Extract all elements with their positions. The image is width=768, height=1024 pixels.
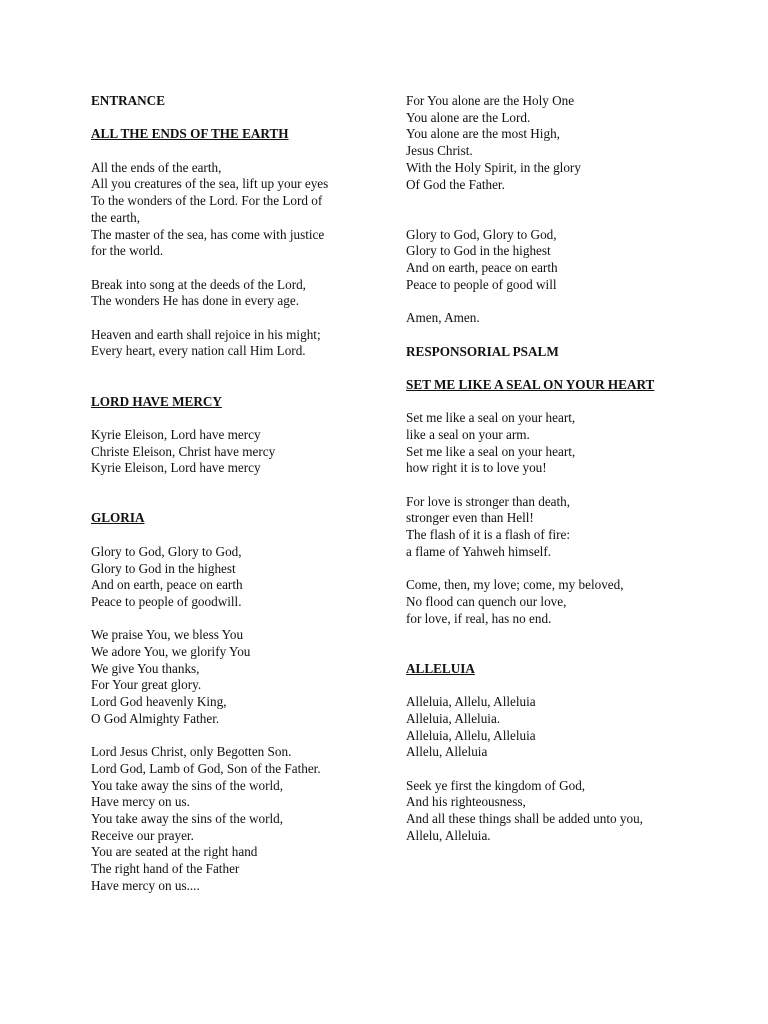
lyric-line: The flash of it is a flash of fire: <box>406 527 571 543</box>
lyric-line: And his righteousness, <box>406 794 526 810</box>
lyric-line: Heaven and earth shall rejoice in his might; <box>91 326 321 342</box>
psalm-verse-3 <box>406 577 706 627</box>
lyric-line: All you creatures of the sea, lift up your eyes <box>91 176 329 192</box>
lyric-line: Lord Jesus Christ, only Begotten Son. <box>91 744 292 760</box>
lyric-line: You take away the sins of the world, <box>91 777 284 793</box>
lyric-line: You alone are the most High, <box>406 126 560 142</box>
lyric-line: Have mercy on us. <box>91 794 190 810</box>
gloria-verse-1 <box>91 544 381 611</box>
lyric-line: Glory to God, Glory to God, <box>91 543 242 559</box>
gloria-verse-4 <box>406 93 706 193</box>
alleluia-verse-1 <box>406 694 706 761</box>
lyric-line: We adore You, we glorify You <box>91 644 251 660</box>
lyric-line: Jesus Christ. <box>406 143 473 159</box>
lyric-line: We praise You, we bless You <box>91 627 244 643</box>
lyric-line: Alleluia, Alleluia. <box>406 710 501 726</box>
lyric-line: You are seated at the right hand <box>91 844 258 860</box>
psalm-verse-2 <box>406 494 706 561</box>
lyric-line: The wonders He has done in every age. <box>91 293 299 309</box>
lyric-line: You alone are the Lord. <box>406 109 531 125</box>
lyric-line: The master of the sea, has come with justice <box>91 226 325 242</box>
lyric-line: like a seal on your arm. <box>406 426 530 442</box>
lyric-line: Break into song at the deeds of the Lord, <box>91 276 306 292</box>
lyric-line: Lord God heavenly King, <box>91 694 227 710</box>
right-column <box>406 93 706 844</box>
lyric-line: And on earth, peace on earth <box>406 260 558 276</box>
lyric-line: stronger even than Hell! <box>406 510 534 526</box>
amen-line: Amen, Amen. <box>406 310 480 326</box>
entrance-verse-2 <box>91 277 381 310</box>
lyric-line: The right hand of the Father <box>91 861 240 877</box>
lyric-line: Alleluia, Allelu, Alleluia <box>406 727 536 743</box>
lyric-line: Receive our prayer. <box>91 827 194 843</box>
song-title-set-me-like-a-seal: SET ME LIKE A SEAL ON YOUR HEART <box>406 376 655 392</box>
lyric-line: For love is stronger than death, <box>406 493 571 509</box>
lyric-line: Lord God, Lamb of God, Son of the Father. <box>91 760 321 776</box>
lyric-line: We give You thanks, <box>91 660 200 676</box>
section-heading-gloria: GLORIA <box>91 510 145 526</box>
gloria-verse-5 <box>406 227 706 294</box>
lyric-line: Glory to God in the highest <box>406 243 551 259</box>
lyric-line: Every heart, every nation call Him Lord. <box>91 343 306 359</box>
lyric-line: how right it is to love you! <box>406 460 547 476</box>
lyric-line: All the ends of the earth, <box>91 159 222 175</box>
lyric-line: Kyrie Eleison, Lord have mercy <box>91 426 261 442</box>
lyric-line: With the Holy Spirit, in the glory <box>406 159 581 175</box>
kyrie-verse <box>91 427 381 477</box>
lyric-line: Alleluia, Allelu, Alleluia <box>406 694 536 710</box>
lyric-line: Kyrie Eleison, Lord have mercy <box>91 460 261 476</box>
lyric-line: Have mercy on us.... <box>91 877 200 893</box>
lyric-line: the earth, <box>91 209 141 225</box>
lyric-line: Glory to God in the highest <box>91 560 236 576</box>
gloria-verse-3 <box>91 744 381 894</box>
psalm-verse-1 <box>406 410 706 477</box>
lyric-line: Glory to God, Glory to God, <box>406 226 557 242</box>
lyric-line: Come, then, my love; come, my beloved, <box>406 577 624 593</box>
lyric-line: You take away the sins of the world, <box>91 811 284 827</box>
lyric-line: And all these things shall be added unto you, <box>406 811 643 827</box>
lyric-line: Allelu, Alleluia <box>406 744 488 760</box>
lyric-line: And on earth, peace on earth <box>91 577 243 593</box>
alleluia-verse-2 <box>406 778 706 845</box>
lyric-line: Set me like a seal on your heart, <box>406 410 576 426</box>
lyric-line: for the world. <box>91 243 164 259</box>
lyric-line: To the wonders of the Lord. For the Lord of <box>91 193 323 209</box>
left-column <box>91 93 381 895</box>
lyric-line: Christe Eleison, Christ have mercy <box>91 443 276 459</box>
section-heading-entrance: ENTRANCE <box>91 93 166 108</box>
lyric-line: Set me like a seal on your heart, <box>406 443 576 459</box>
lyric-line: For You alone are the Holy One <box>406 93 575 108</box>
lyric-line: Allelu, Alleluia. <box>406 827 491 843</box>
section-heading-alleluia: ALLELUIA <box>406 660 475 676</box>
section-heading-lord-have-mercy: LORD HAVE MERCY <box>91 393 222 409</box>
lyric-line: Of God the Father. <box>406 176 505 192</box>
lyric-line: No flood can quench our love, <box>406 593 567 609</box>
lyric-line: Peace to people of goodwill. <box>91 593 242 609</box>
lyric-line: Seek ye first the kingdom of God, <box>406 777 586 793</box>
lyric-line: for love, if real, has no end. <box>406 610 552 626</box>
lyric-line: Peace to people of good will <box>406 276 557 292</box>
lyric-line: For Your great glory. <box>91 677 202 693</box>
entrance-verse-3 <box>91 327 381 360</box>
lyric-line: O God Almighty Father. <box>91 710 220 726</box>
gloria-verse-2 <box>91 627 381 727</box>
lyric-line: a flame of Yahweh himself. <box>406 543 552 559</box>
section-heading-responsorial-psalm: RESPONSORIAL PSALM <box>406 343 559 359</box>
song-title-all-the-ends: ALL THE ENDS OF THE EARTH <box>91 126 289 142</box>
entrance-verse-1 <box>91 160 381 260</box>
